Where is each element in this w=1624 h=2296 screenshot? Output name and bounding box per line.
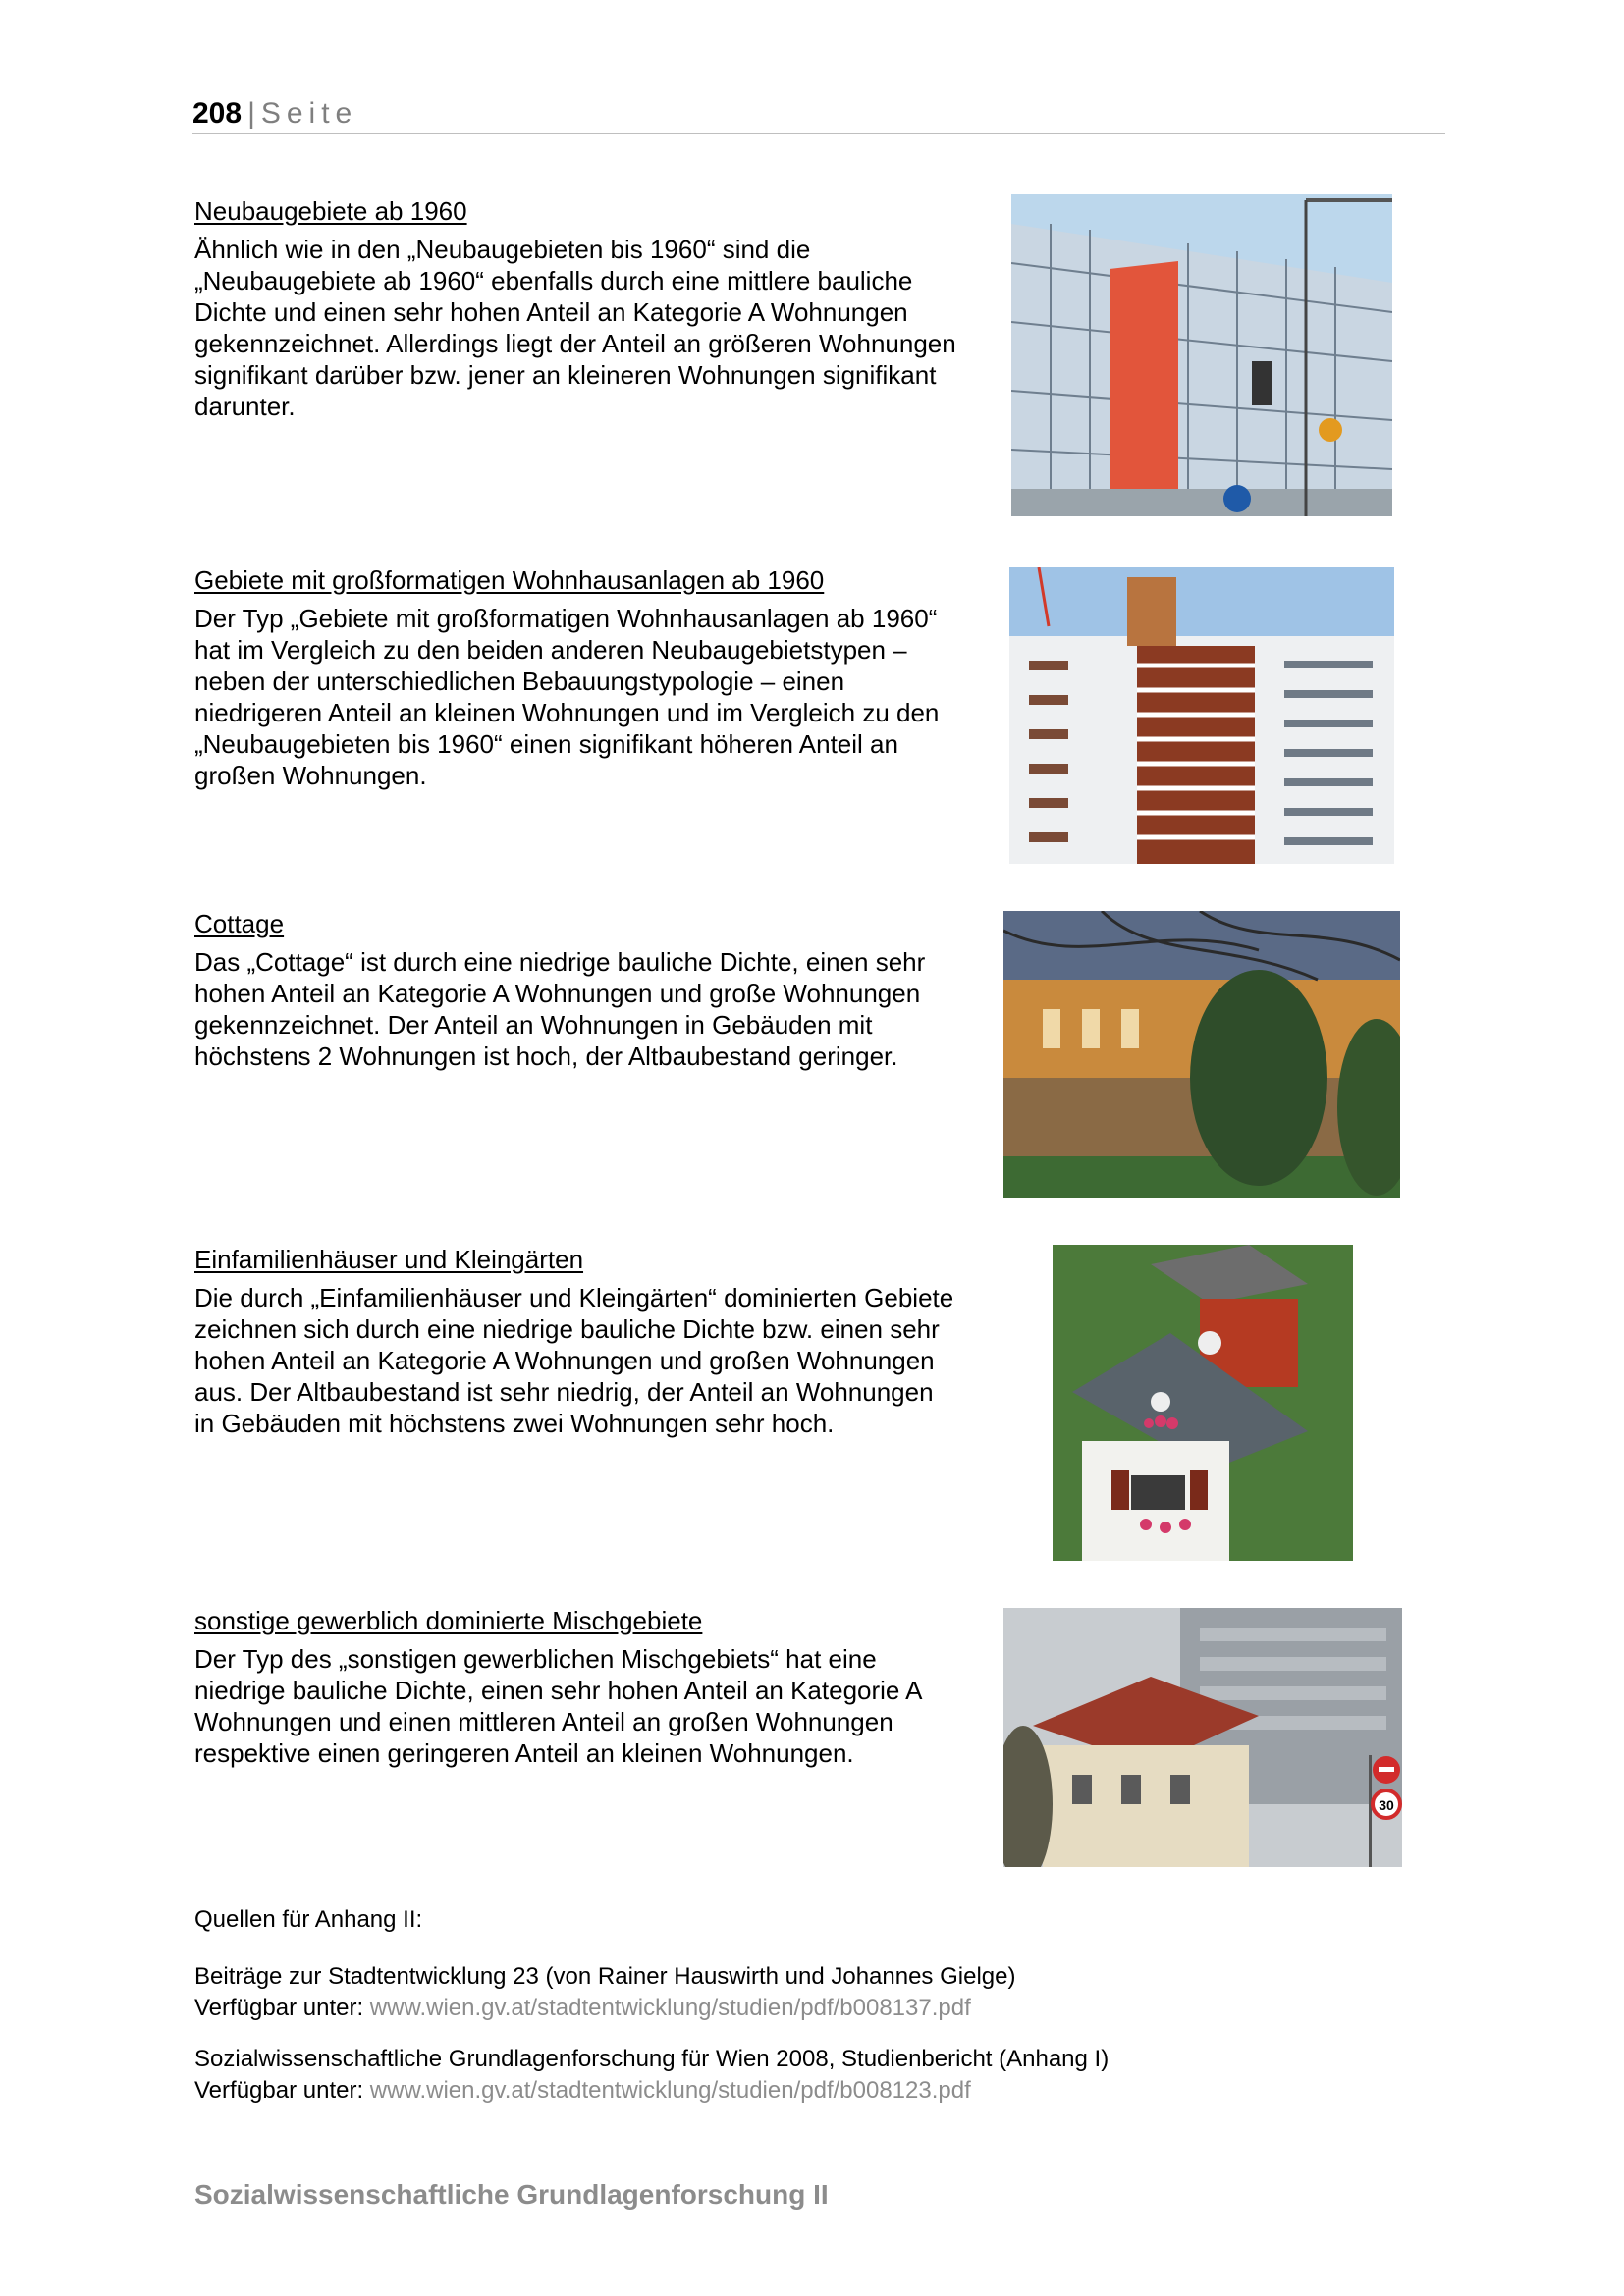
section-heading: Neubaugebiete ab 1960 — [194, 196, 467, 226]
photo-high-rise-apartments — [1009, 567, 1394, 864]
section-gewerbliche-mischgebiete — [194, 1604, 960, 1769]
section-text: Der Typ „Gebiete mit großformatigen Wohnhausanlagen ab 1960“ hat im Vergleich zu den beiden anderen Neubaugebietstypen – neben der unterschiedlichen Bebauungstypologie – einen niedrigeren Anteil an kleinen Wohnungen und im Vergleich zu den „Neubaugebieten bis 1960“ einen signifikant höheren Anteil an großen Wohnungen. — [194, 604, 940, 790]
header-separator: | — [247, 97, 255, 130]
source-link[interactable]: www.wien.gv.at/stadtentwicklung/studien/pdf/b008123.pdf — [369, 2077, 971, 2104]
availability-label: Verfügbar unter: — [194, 2077, 364, 2104]
sources-block — [194, 1904, 1274, 2126]
section-heading: Cottage — [194, 909, 285, 938]
section-text: Das „Cottage“ ist durch eine niedrige bauliche Dichte, einen sehr hohen Anteil an Kategorie A Wohnungen und große Wohnungen gekennzeichnet. Der Anteil an Wohnungen in Gebäuden mit höchstens 2 Wohnungen ist hoch, der Altbaubestand geringer. — [194, 947, 926, 1071]
availability-label: Verfügbar unter: — [194, 1995, 364, 2021]
section-einfamilienhaeuser — [194, 1243, 960, 1439]
section-text: Ähnlich wie in den „Neubaugebieten bis 1960“ sind die „Neubaugebiete ab 1960“ ebenfalls durch eine mittlere bauliche Dichte und einen sehr hohen Anteil an Kategorie A Wohnungen gekennzeichnet. Allerdings liegt der Anteil an größeren Wohnungen signifikant darüber bzw. jener an kleineren Wohnungen signifikant darunter. — [194, 235, 956, 421]
section-grossformatige-wohnhausanlagen — [194, 563, 960, 791]
source-title: Beiträge zur Stadtentwicklung 23 (von Rainer Hauswirth und Johannes Gielge) — [194, 1963, 1016, 1990]
photo-mixed-commercial-area — [1003, 1608, 1402, 1867]
source-reference — [194, 2044, 1274, 2107]
header-label: Seite — [260, 97, 358, 130]
section-heading: Einfamilienhäuser und Kleingärten — [194, 1245, 584, 1274]
page-number: 208 — [192, 97, 243, 130]
page-header — [192, 94, 1445, 134]
source-title: Sozialwissenschaftliche Grundlagenforschung für Wien 2008, Studienbericht (Anhang I) — [194, 2046, 1110, 2072]
section-neubaugebiete — [194, 194, 960, 422]
photo-cottage-villa — [1003, 911, 1400, 1198]
photo-single-family-houses — [1053, 1245, 1353, 1561]
speed-limit-sign: 30 — [1379, 1797, 1394, 1813]
section-text: Der Typ des „sonstigen gewerblichen Mischgebiets“ hat eine niedrige bauliche Dichte, einen sehr hohen Anteil an Kategorie A Wohnungen und einen mittleren Anteil an großen Wohnungen respektive einen geringeren Anteil an kleinen Wohnungen. — [194, 1644, 922, 1768]
section-heading: Gebiete mit großformatigen Wohnhausanlagen ab 1960 — [194, 565, 825, 595]
page-footer: Sozialwissenschaftliche Grundlagenforschung II — [194, 2179, 829, 2210]
source-reference — [194, 1961, 1274, 2024]
sources-lead: Quellen für Anhang II: — [194, 1906, 423, 1933]
section-heading: sonstige gewerblich dominierte Mischgebiete — [194, 1606, 703, 1635]
photo-modern-office-building — [1011, 194, 1392, 516]
section-text: Die durch „Einfamilienhäuser und Kleingärten“ dominierten Gebiete zeichnen sich durch eine niedrige bauliche Dichte bzw. einen sehr hohen Anteil an Kategorie A Wohnungen und großen Wohnungen aus. Der Altbaubestand ist sehr niedrig, der Anteil an Wohnungen in Gebäuden mit höchstens zwei Wohnungen sehr hoch. — [194, 1283, 954, 1438]
source-availability — [194, 2075, 1274, 2107]
section-cottage — [194, 907, 960, 1072]
source-availability — [194, 1993, 1274, 2024]
source-link[interactable]: www.wien.gv.at/stadtentwicklung/studien/pdf/b008137.pdf — [369, 1995, 971, 2021]
